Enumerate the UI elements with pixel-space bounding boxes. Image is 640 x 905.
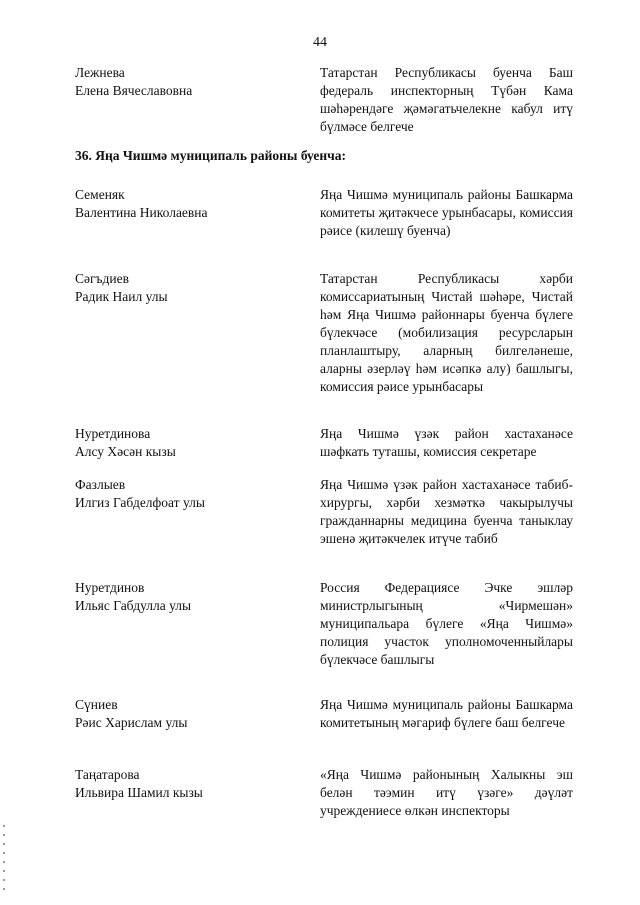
member-position: Татарстан Республикасы хәрби комиссариатының Чистай шәһәре, Чистай һәм Яңа Чишмә районнары буенча бүлеге бүлекчәсе (мобилизация ресурсларын планлаштыру, аларның билгеләнеше, аларны әзерләү һәм исәпкә алу) башлыгы, комиссия рәисе урынбасары — [320, 271, 573, 394]
member-surname: Сүниев — [75, 697, 118, 712]
member-name — [75, 186, 290, 222]
page-number: 44 — [313, 35, 327, 50]
section-heading: 36. Яңа Чишмә муниципаль районы буенча: — [75, 148, 347, 163]
scan-margin-marks — [3, 825, 5, 895]
member-surname: Нуретдинова — [75, 426, 151, 441]
member-surname: Нуретдинов — [75, 580, 145, 595]
member-position: Россия Федерациясе Эчке эшләр министрлыгының «Чирмешән» муниципальара бүлеге «Яңа Чишмә» полиция участок уполномоченныйлары бүлекчәсе башлыгы — [320, 580, 573, 667]
member-surname: Семеняк — [75, 187, 125, 202]
member-given-names: Радик Наил улы — [75, 289, 168, 304]
member-name — [75, 425, 290, 461]
member-position: Яңа Чишмә үзәк район хастаханәсе шәфкать туташы, комиссия секретаре — [320, 426, 573, 459]
member-position: Яңа Чишмә муниципаль районы Башкарма комитетының мәгариф бүлеге баш белгече — [320, 697, 573, 730]
member-given-names: Валентина Николаевна — [75, 205, 208, 220]
member-given-names: Илгиз Габделфоат улы — [75, 495, 205, 510]
member-given-names: Ильвира Шамил кызы — [75, 785, 203, 800]
member-position: «Яңа Чишмә районының Халыкны эш белән тәэмин итү үзәге» дәүләт учреждениесе өлкән инспекторы — [320, 767, 573, 818]
member-given-names: Ильяс Габдулла улы — [75, 598, 192, 613]
member-surname: Фазлыев — [75, 477, 126, 492]
member-name — [75, 766, 290, 802]
member-given-names: Рәис Харислам улы — [75, 715, 188, 730]
member-name — [75, 64, 290, 100]
member-surname: Таңатарова — [75, 767, 140, 782]
member-position: Яңа Чишмә муниципаль районы Башкарма комитеты җитәкчесе урынбасары, комиссия рәисе (килешү буенча) — [320, 187, 573, 238]
member-given-names: Елена Вячеславовна — [75, 83, 193, 98]
member-position: Татарстан Республикасы буенча Баш федераль инспекторның Түбән Кама шәһәрендәге җәмәгатьчелекне кабул итү бүлмәсе белгече — [320, 65, 573, 134]
member-given-names: Алсу Хәсән кызы — [75, 444, 176, 459]
member-name — [75, 579, 290, 615]
member-name — [75, 476, 290, 512]
member-name — [75, 696, 290, 732]
member-surname: Лежнева — [75, 65, 125, 80]
member-name — [75, 270, 290, 306]
member-position: Яңа Чишмә үзәк район хастаханәсе табиб-хирургы, хәрби хезмәткә чакырылучы гражданнарны медицина буенча таныклау эшенә җитәкчелек итүче табиб — [320, 477, 573, 546]
member-surname: Сәгъдиев — [75, 271, 129, 286]
